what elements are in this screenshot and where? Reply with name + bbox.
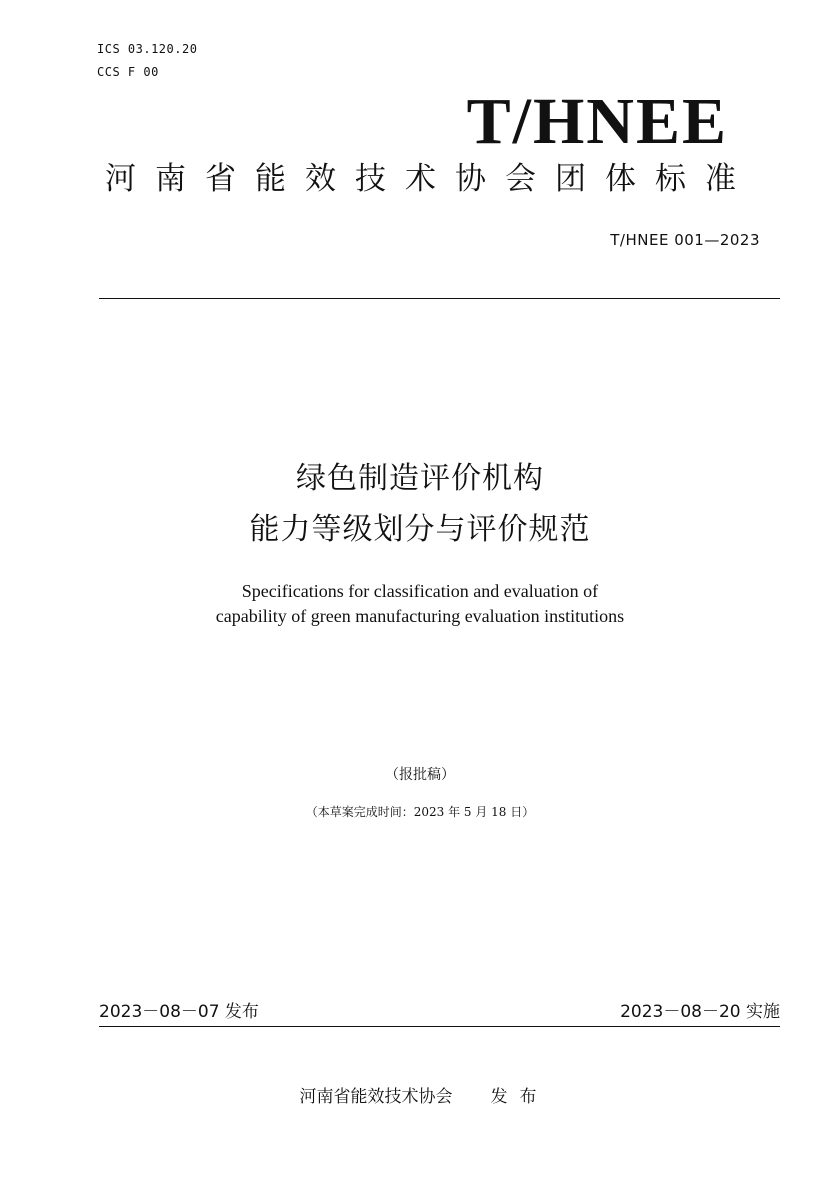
organization-code: T/HNEE xyxy=(466,85,728,158)
english-title-line-1: Specifications for classification and evaluation of xyxy=(241,581,599,601)
issue-date: 2023－08－07 发布 xyxy=(99,1002,259,1022)
chinese-title-line-2: 能力等级划分与评价规范 xyxy=(249,512,591,547)
english-title-line-2: capability of green manufacturing evaluation institutions xyxy=(215,606,625,626)
draft-completion-date: （本草案完成时间：2023 年 5 月 18 日） xyxy=(305,805,535,819)
publish-label: 发布 xyxy=(490,1087,549,1107)
chinese-title-line-1: 绿色制造评价机构 xyxy=(296,461,544,496)
standard-number: T/HNEE 001—2023 xyxy=(610,231,760,249)
ccs-code: CCS F 00 xyxy=(97,65,159,79)
top-divider xyxy=(99,298,780,299)
publisher-line xyxy=(0,1084,840,1110)
draft-status: （报批稿） xyxy=(385,767,455,783)
bottom-divider xyxy=(99,1026,780,1027)
effective-date: 2023－08－20 实施 xyxy=(620,1002,780,1022)
publisher-name: 河南省能效技术协会 xyxy=(299,1087,453,1107)
ics-code: ICS 03.120.20 xyxy=(97,42,198,56)
organization-standard-title: 河南省能效技术协会团体标准 xyxy=(105,161,755,197)
